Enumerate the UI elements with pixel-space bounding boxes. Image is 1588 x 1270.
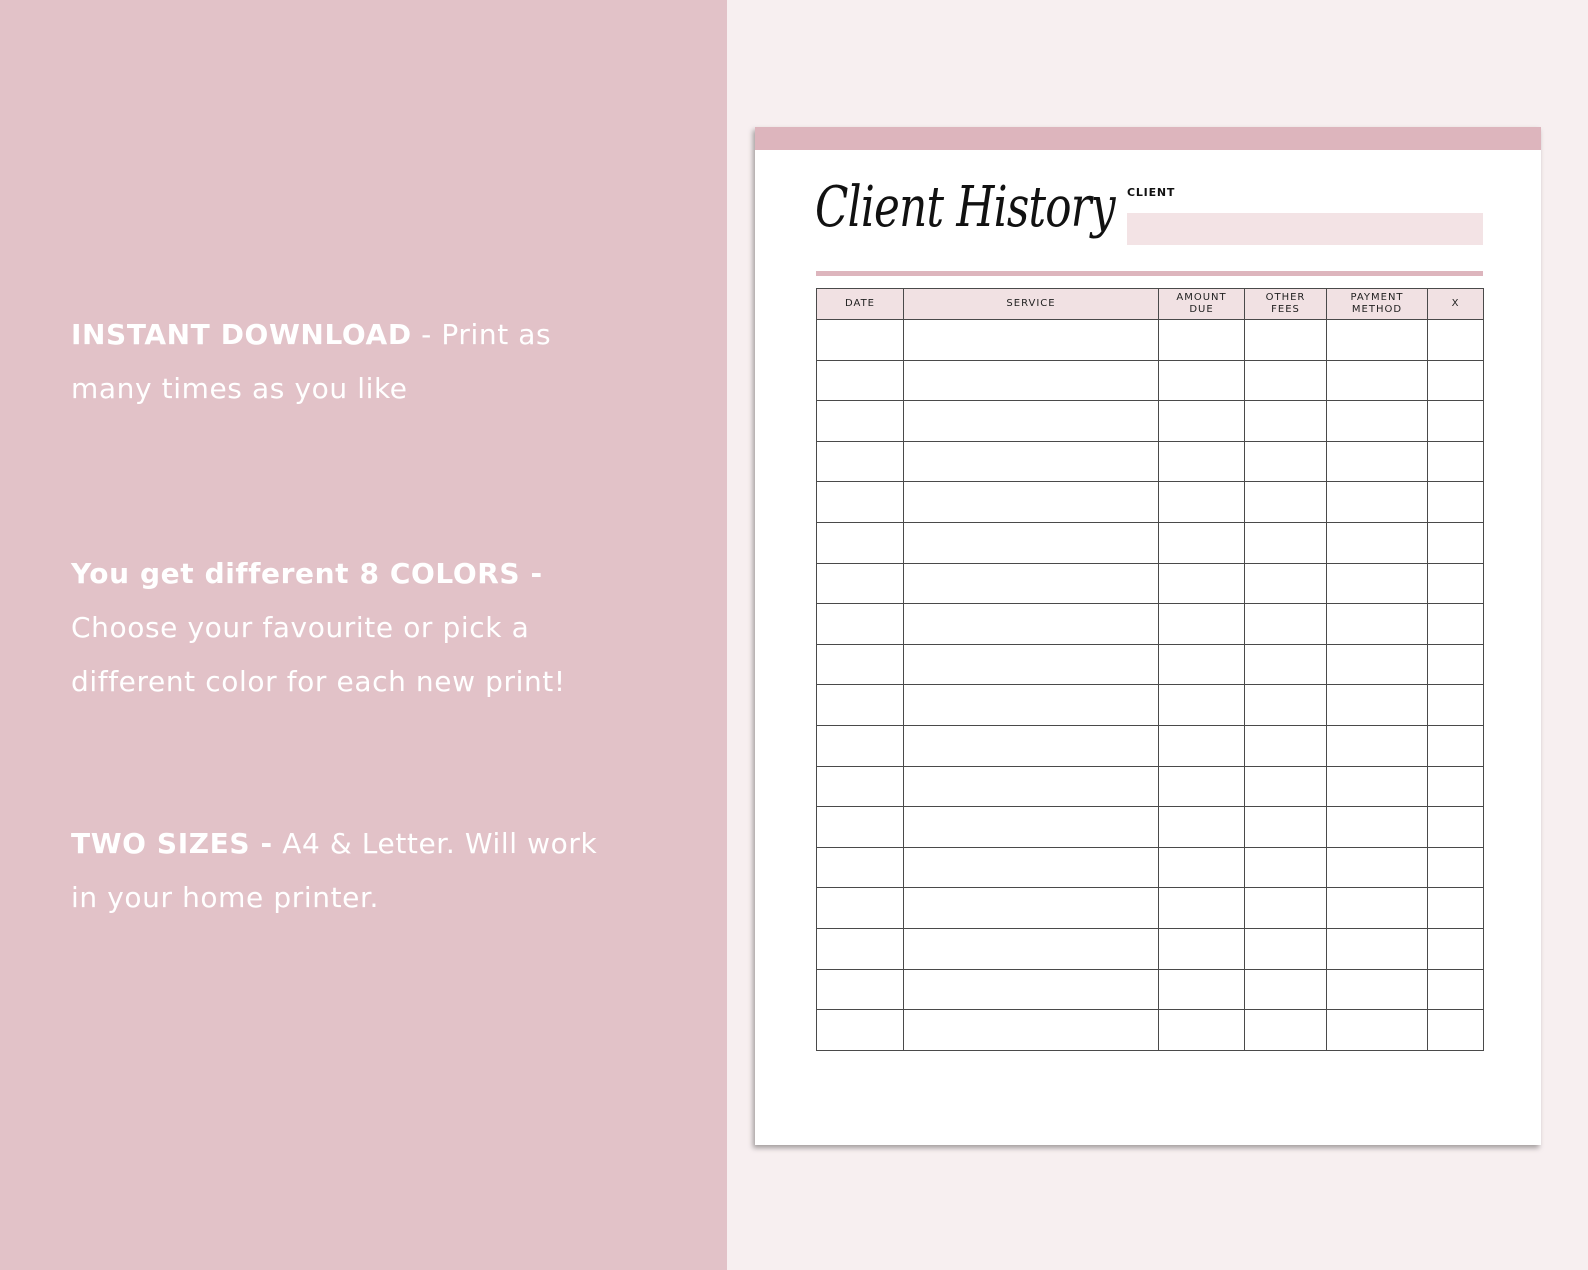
- column-header-date: DATE: [817, 289, 904, 320]
- table-cell: [1327, 482, 1428, 523]
- table-cell: [1159, 563, 1245, 604]
- table-cell: [1245, 807, 1327, 848]
- table-cell: [1428, 969, 1484, 1010]
- table-cell: [1245, 766, 1327, 807]
- table-cell: [1245, 320, 1327, 361]
- table-cell: [904, 928, 1159, 969]
- table-cell: [1327, 1010, 1428, 1051]
- table-cell: [1428, 1010, 1484, 1051]
- feature-heading: INSTANT DOWNLOAD: [71, 318, 412, 351]
- table-cell: [904, 320, 1159, 361]
- table-cell: [1245, 360, 1327, 401]
- table-row: [817, 401, 1484, 442]
- table-cell: [1245, 644, 1327, 685]
- table-row: [817, 969, 1484, 1010]
- table-row: [817, 360, 1484, 401]
- table-cell: [1159, 928, 1245, 969]
- table-cell: [1245, 1010, 1327, 1051]
- table-cell: [1245, 928, 1327, 969]
- client-history-table: [816, 288, 1484, 1051]
- table-cell: [1327, 441, 1428, 482]
- table-cell: [904, 807, 1159, 848]
- table-row: [817, 725, 1484, 766]
- table-row: [817, 847, 1484, 888]
- table-cell: [1159, 807, 1245, 848]
- column-header-service: SERVICE: [904, 289, 1159, 320]
- table-cell: [1428, 320, 1484, 361]
- table-cell: [1245, 522, 1327, 563]
- table-cell: [1159, 847, 1245, 888]
- feature-text: - Print as many times as you like: [71, 318, 552, 405]
- table-cell: [1327, 563, 1428, 604]
- table-cell: [1245, 888, 1327, 929]
- client-label: CLIENT: [1127, 186, 1176, 199]
- table-cell: [817, 969, 904, 1010]
- table-cell: [817, 847, 904, 888]
- table-cell: [1428, 604, 1484, 645]
- table-cell: [1428, 685, 1484, 726]
- table-cell: [1159, 604, 1245, 645]
- table-cell: [1428, 766, 1484, 807]
- table-cell: [817, 482, 904, 523]
- column-header-amount-due: AMOUNT DUE: [1159, 289, 1245, 320]
- table-cell: [1327, 685, 1428, 726]
- table-cell: [1428, 441, 1484, 482]
- column-header-other-fees: OTHER FEES: [1245, 289, 1327, 320]
- features-panel: [0, 0, 727, 1270]
- table-cell: [817, 1010, 904, 1051]
- table-cell: [1327, 644, 1428, 685]
- table-cell: [1428, 807, 1484, 848]
- table-row: [817, 766, 1484, 807]
- table-cell: [1159, 644, 1245, 685]
- sheet-top-bar: [755, 127, 1541, 150]
- table-row: [817, 888, 1484, 929]
- table-cell: [1159, 685, 1245, 726]
- table-cell: [904, 685, 1159, 726]
- sheet-title: Client History: [815, 175, 1115, 240]
- table-cell: [817, 928, 904, 969]
- table-cell: [1327, 320, 1428, 361]
- table-cell: [1245, 847, 1327, 888]
- table-cell: [1327, 360, 1428, 401]
- table-row: [817, 928, 1484, 969]
- table-cell: [904, 522, 1159, 563]
- table-cell: [1245, 725, 1327, 766]
- table-cell: [1159, 522, 1245, 563]
- table-cell: [904, 441, 1159, 482]
- table-cell: [817, 604, 904, 645]
- table-cell: [1327, 969, 1428, 1010]
- table-cell: [817, 685, 904, 726]
- table-cell: [1245, 604, 1327, 645]
- table-cell: [904, 604, 1159, 645]
- table-cell: [904, 888, 1159, 929]
- table-row: [817, 522, 1484, 563]
- table-cell: [1159, 360, 1245, 401]
- table-row: [817, 1010, 1484, 1051]
- table-cell: [817, 320, 904, 361]
- feature-sizes: [71, 817, 631, 925]
- table-cell: [817, 888, 904, 929]
- table-cell: [817, 644, 904, 685]
- table-cell: [1245, 685, 1327, 726]
- table-cell: [1428, 644, 1484, 685]
- table-cell: [1245, 482, 1327, 523]
- table-cell: [1428, 360, 1484, 401]
- table-cell: [1159, 725, 1245, 766]
- table-cell: [1327, 928, 1428, 969]
- table-cell: [817, 807, 904, 848]
- table-row: [817, 441, 1484, 482]
- table-cell: [1327, 888, 1428, 929]
- table-cell: [1428, 482, 1484, 523]
- feature-colors: [71, 547, 631, 709]
- column-header-payment-method: PAYMENT METHOD: [1327, 289, 1428, 320]
- table-cell: [904, 969, 1159, 1010]
- table-cell: [1159, 888, 1245, 929]
- table-cell: [904, 401, 1159, 442]
- table-cell: [817, 766, 904, 807]
- table-cell: [1327, 807, 1428, 848]
- table-cell: [817, 522, 904, 563]
- table-cell: [1428, 522, 1484, 563]
- table-cell: [1159, 969, 1245, 1010]
- table-row: [817, 644, 1484, 685]
- table-cell: [1159, 441, 1245, 482]
- table-cell: [1245, 563, 1327, 604]
- feature-heading: You get different 8 COLORS -: [71, 557, 543, 590]
- feature-text: Choose your favourite or pick a different color for each new print!: [71, 611, 566, 698]
- table-body: [817, 320, 1484, 1051]
- table-cell: [1428, 847, 1484, 888]
- table-cell: [1428, 563, 1484, 604]
- column-header-x: X: [1428, 289, 1484, 320]
- client-history-sheet: [755, 127, 1541, 1145]
- table-cell: [1428, 928, 1484, 969]
- table-cell: [1327, 766, 1428, 807]
- table-cell: [1428, 725, 1484, 766]
- table-row: [817, 685, 1484, 726]
- feature-text: A4 & Letter. Will work in your home printer.: [71, 827, 598, 914]
- sheet-divider: [816, 271, 1483, 276]
- table-cell: [1428, 401, 1484, 442]
- table-header-row: [817, 289, 1484, 320]
- table-row: [817, 807, 1484, 848]
- table-cell: [817, 725, 904, 766]
- table-cell: [904, 563, 1159, 604]
- table-cell: [1327, 725, 1428, 766]
- table-cell: [1327, 522, 1428, 563]
- table-cell: [904, 847, 1159, 888]
- table-row: [817, 320, 1484, 361]
- table-cell: [1159, 320, 1245, 361]
- table-cell: [1245, 401, 1327, 442]
- table-row: [817, 563, 1484, 604]
- table-cell: [1428, 888, 1484, 929]
- table-cell: [904, 644, 1159, 685]
- table-cell: [904, 360, 1159, 401]
- table-cell: [817, 360, 904, 401]
- table-cell: [1159, 766, 1245, 807]
- table-cell: [1159, 401, 1245, 442]
- table-cell: [817, 441, 904, 482]
- table-cell: [904, 482, 1159, 523]
- table-cell: [1245, 441, 1327, 482]
- table-cell: [1159, 1010, 1245, 1051]
- table-cell: [904, 766, 1159, 807]
- table-cell: [817, 401, 904, 442]
- table-row: [817, 604, 1484, 645]
- table-cell: [904, 1010, 1159, 1051]
- table-cell: [1327, 604, 1428, 645]
- table-cell: [1327, 847, 1428, 888]
- table-row: [817, 482, 1484, 523]
- client-field[interactable]: [1127, 213, 1483, 245]
- table-cell: [817, 563, 904, 604]
- table-cell: [1245, 969, 1327, 1010]
- table-cell: [1327, 401, 1428, 442]
- feature-instant-download: [71, 308, 631, 416]
- table-cell: [904, 725, 1159, 766]
- table-cell: [1159, 482, 1245, 523]
- feature-heading: TWO SIZES -: [71, 827, 273, 860]
